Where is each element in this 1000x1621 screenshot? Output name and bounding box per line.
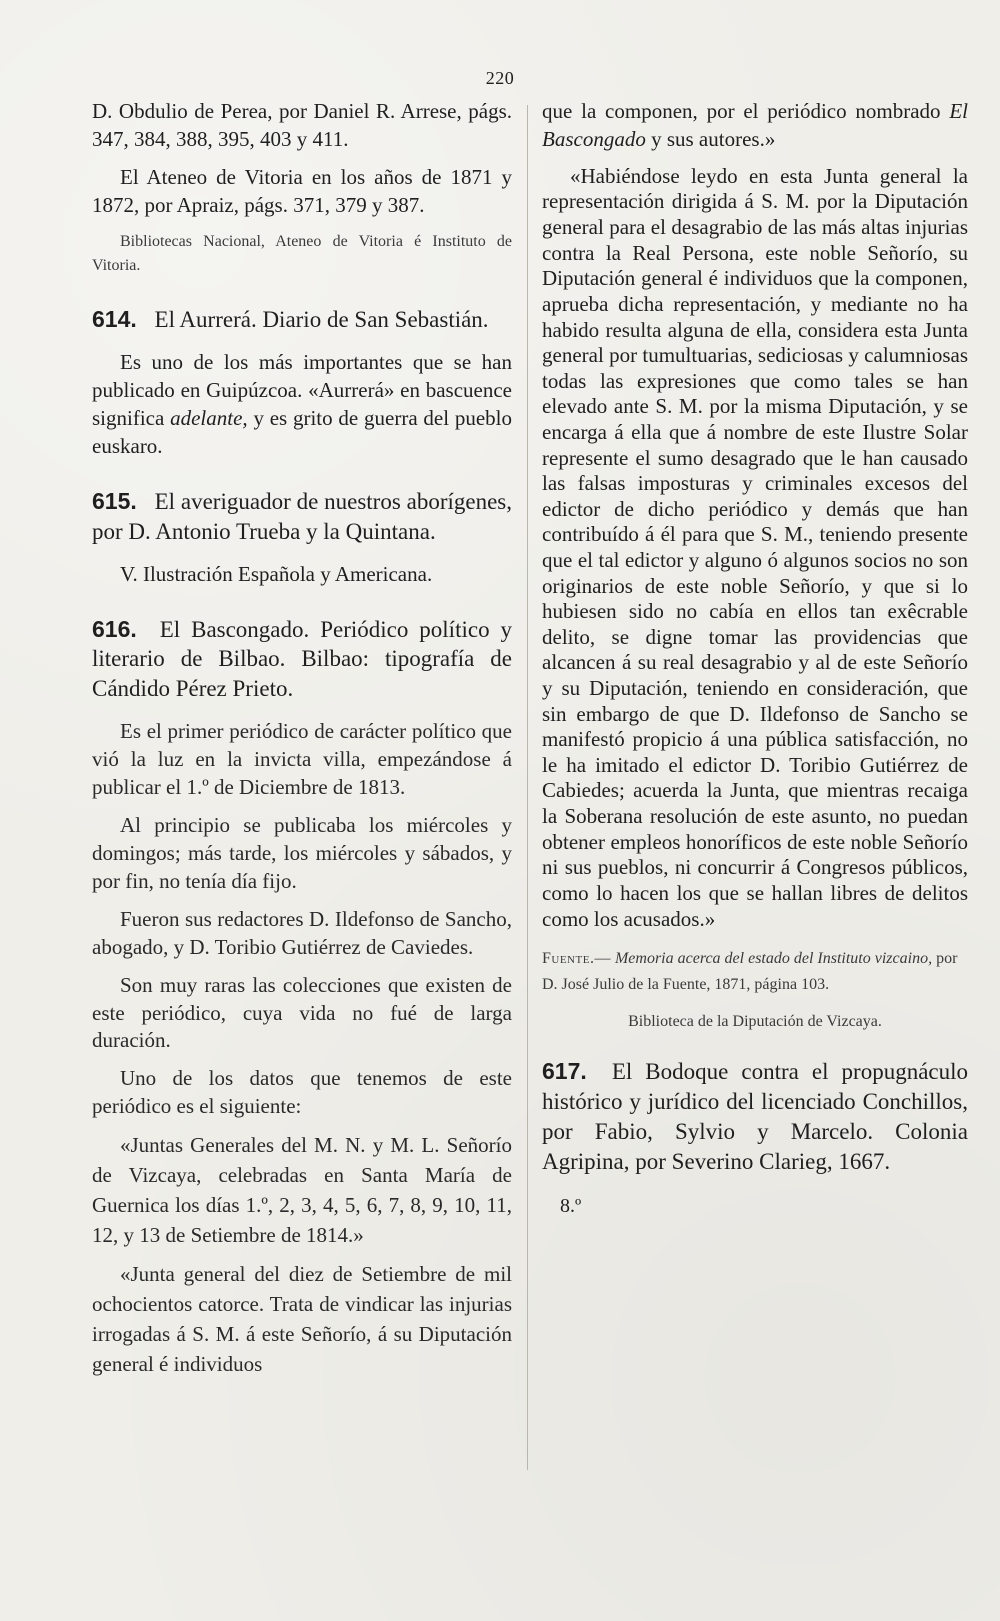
entry-616-paragraph-5: Uno de los datos que tenemos de este periódico es el siguiente: xyxy=(92,1066,512,1119)
source-label: Fuente.— xyxy=(542,950,611,968)
entry-616-number: 616. xyxy=(92,615,137,642)
entry-615-title: El averiguador de nuestros aborígenes, por D. Antonio Trueba y la Quintana. xyxy=(92,488,512,544)
intro-reference-2: El Ateneo de Vitoria en los años de 1871 y 1872, por Apraiz, págs. 371, 379 y 387. xyxy=(92,164,512,217)
entry-616-paragraph-1: Es el primer periódico de carácter político que vió la luz en la invicta villa, empezándose á publicar el 1.º de Diciembre de 1813. xyxy=(92,719,512,800)
source-title: Memoria acerca del estado del Instituto vizcaino, xyxy=(614,950,933,968)
entry-614-number: 614. xyxy=(92,306,137,333)
periodical-title-italic: El Bascongado xyxy=(542,99,968,151)
entry-614-body-part-1: Es uno de los más importantes que se han publicado en Guipúzcoa. «Aurrerá» en bascuence significa xyxy=(92,350,512,431)
entry-614-body xyxy=(92,349,512,461)
entry-616-paragraph-6: «Juntas Generales del M. N. y M. L. Señorío de Vizcaya, celebradas en Santa María de Guernica los días 1.º, 2, 3, 4, 5, 6, 7, 8, 9, 10, 11, 12, y 13 de Setiembre de 1814.» xyxy=(92,1133,512,1247)
entry-614-body-part-2: y es grito de guerra del pueblo euskaro. xyxy=(92,406,513,458)
continued-quote-start xyxy=(542,98,968,154)
entry-617-heading xyxy=(542,1057,968,1177)
entry-615-note: V. Ilustración Española y Americana. xyxy=(120,561,433,586)
left-column xyxy=(92,98,512,1390)
entry-615-heading xyxy=(92,487,512,547)
intro-reference-1: D. Obdulio de Perea, por Daniel R. Arrese, págs. 347, 384, 388, 395, 403 y 411. xyxy=(92,99,512,151)
entry-616-paragraph-4: Son muy raras las colecciones que existen de este periódico, cuya vida no fué de larga duración. xyxy=(92,972,512,1053)
source-citation xyxy=(542,946,968,997)
entry-614-body-italic: adelante, xyxy=(170,406,248,431)
main-quote-paragraph: «Habiéndose leydo en esta Junta general la representación dirigida á S. M. por la Diputación general para el desagrabio de las más altas injurias contra la Real Persona, este noble Señorío, su Diputación general é individuos que la componen, aprueba dicha representación, y mediante no ha habido resulta alguna de ella, considera esta Junta general por tumultuarias, sediciosas y calumniosas todas las expresiones que como tales se han elevado ante S. M. por la misma Diputación, y se encarga á ella que á nombre de este Ilustre Solar represente el sumo desagrado que le han causado las falsas imposturas y criminales excesos del edictor de dicho periódico y demás que han contribuído á él para que S. M., teniendo presente que el tal edictor y alguno ó algunos socios no son originarios de este noble Señorío, y que si lo hubiesen sido no cabía en ellos tan exêcrable delito, se digne tomar las providencias que alcancen á su real desagrabio y al de este Señorío y su Diputación, teniendo en consideración, que sin embargo de que D. Ildefonso de Sancho se manifestó propicio á una pública satisfacción, no le ha imitado el edictor D. Toribio Gutiérrez de Cabiedes; acuerda la Junta, que mientras recaiga la Soberana resolución de este asunto, no puedan obtener empleos honoríficos de este noble Señorío ni sus pueblos, ni concurrir á Congresos públicos, como lo hacen los que se hallan libres de delitos como los acusados.» xyxy=(542,163,968,931)
entry-617-format: 8.º xyxy=(560,1194,582,1217)
entry-617-number: 617. xyxy=(542,1058,587,1085)
entry-617-title: El Bodoque contra el propugnáculo histórico y jurídico del licenciado Conchillos, por Fabio, Sylvio y Marcelo. Colonia Agripina, por Severino Clarieg, 1667. xyxy=(542,1059,968,1174)
continued-quote-end: y sus autores.» xyxy=(651,126,776,151)
entry-614-heading xyxy=(92,305,512,335)
entry-616-paragraph-3: Fueron sus redactores D. Ildefonso de Sancho, abogado, y D. Toribio Gutiérrez de Caviedes. xyxy=(92,906,512,959)
page-number: 220 xyxy=(485,68,515,88)
entry-616-heading xyxy=(92,615,512,705)
intro-library-note: Bibliotecas Nacional, Ateneo de Vitoria é Instituto de Vitoria. xyxy=(92,232,512,275)
right-column xyxy=(542,98,968,1218)
source-details: por D. José Julio de la Fuente, 1871, página 103. xyxy=(542,950,958,993)
continued-quote-text: que la componen, por el periódico nombrado xyxy=(542,99,941,123)
entry-616-paragraph-7: «Junta general del diez de Setiembre de mil ochocientos catorce. Trata de vindicar las injurias irrogadas á S. M. á este Señorío, á su Diputación general é individuos xyxy=(92,1262,512,1376)
entry-615-number: 615. xyxy=(92,487,137,514)
library-note: Biblioteca de la Diputación de Vizcaya. xyxy=(628,1013,882,1031)
entry-614-title: El Aurrerá. Diario de San Sebastián. xyxy=(154,307,489,333)
column-divider xyxy=(527,105,528,1470)
entry-616-title: El Bascongado. Periódico político y literario de Bilbao. Bilbao: tipografía de Cándido Pérez Prieto. xyxy=(92,616,513,702)
entry-616-paragraph-2: Al principio se publicaba los miércoles y domingos; más tarde, los miércoles y sábados, y por fin, no tenía día fijo. xyxy=(92,813,512,893)
